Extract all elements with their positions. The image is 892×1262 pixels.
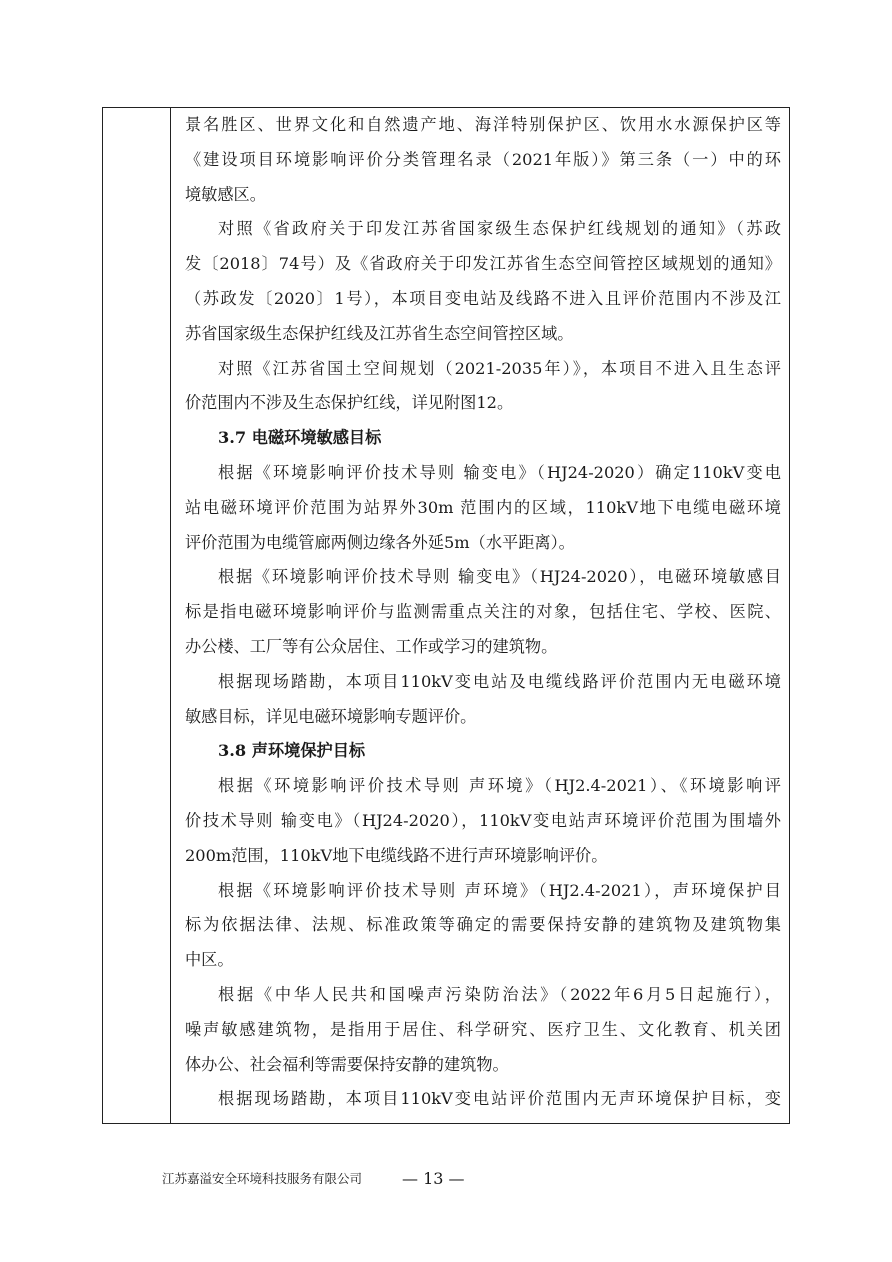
text-line: 苏省国家级生态保护红线及江苏省生态空间管控区域。 [185,323,574,343]
section-heading: 3.7 电磁环境敏感目标 [218,428,382,448]
paragraph [185,560,781,664]
text-line: 噪声敏感建筑物，是指用于居住、科学研究、医疗卫生、文化教育、机关团 [185,1019,781,1039]
table-content-cell [185,108,781,1117]
text-line: 对照《江苏省国土空间规划（2021-2035年）》，本项目不进入且生态评 [218,358,781,378]
column-divider [170,108,171,1123]
text-line: 发〔2018〕74号）及《省政府关于印发江苏省生态空间管控区域规划的通知》 [185,254,781,274]
paragraph [185,665,781,735]
text-line: 标是指电磁环境影响评价与监测需重点关注的对象，包括住宅、学校、医院、 [185,602,781,622]
paragraph [185,978,781,1082]
content-table [102,107,790,1124]
text-line: 价技术导则 输变电》（HJ24-2020），110kV变电站声环境评价范围为围墙外 [185,810,781,830]
text-line: 根据《中华人民共和国噪声污染防治法》（2022年6月5日起施行）， [218,984,781,1004]
text-line: 站电磁环境评价范围为站界外30m 范围内的区域，110kV地下电缆电磁环境 [185,497,781,517]
section-heading: 3.8 声环境保护目标 [218,741,366,761]
text-line: 根据《环境影响评价技术导则 输变电》（HJ24-2020）确定110kV变电 [218,462,781,482]
paragraph [185,874,781,978]
text-line: 景名胜区、世界文化和自然遗产地、海洋特别保护区、饮用水水源保护区等 [185,115,781,134]
text-line: 根据《环境影响评价技术导则 声环境》（HJ2.4-2021），声环境保护目 [218,880,781,900]
text-line: 办公楼、工厂等有公众居住、工作或学习的建筑物。 [185,636,558,656]
paragraph [185,1082,781,1117]
text-line: 价范围内不涉及生态保护红线，详见附图12。 [185,393,514,413]
paragraph [185,456,781,560]
text-line: （苏政发〔2020〕1号），本项目变电站及线路不进入且评价范围内不涉及江 [185,288,781,308]
text-line: 敏感目标，详见电磁环境影响专题评价。 [185,706,477,726]
footer-company-name: 江苏嘉溢安全环境科技服务有限公司 [162,1171,363,1186]
text-line: 评价范围为电缆管廊两侧边缘各外延5m（水平距离）。 [185,532,575,552]
text-line: 200m范围，110kV地下电缆线路不进行声环境影响评价。 [185,845,608,865]
text-line: 根据《环境影响评价技术导则 声环境》（HJ2.4-2021）、《环境影响评 [218,776,781,796]
text-line: 对照《省政府关于印发江苏省国家级生态保护红线规划的通知》（苏政 [218,219,781,239]
page-number: — 13 — [402,1169,465,1188]
text-line: 体办公、社会福利等需要保持安静的建筑物。 [185,1054,509,1074]
text-line: 境敏感区。 [185,184,266,204]
paragraph [185,212,781,351]
paragraph [185,769,781,873]
paragraph [185,108,781,212]
text-line: 标为依据法律、法规、标准政策等确定的需要保持安静的建筑物及建筑物集 [185,915,781,935]
page-footer [162,1164,892,1194]
text-line: 根据《环境影响评价技术导则 输变电》（HJ24-2020），电磁环境敏感目 [218,567,781,587]
text-line: 中区。 [185,950,234,970]
text-line: 根据现场踏勘，本项目110kV变电站及电缆线路评价范围内无电磁环境 [218,671,781,691]
text-line: 《建设项目环境影响评价分类管理名录（2021年版）》第三条（一）中的环 [185,149,781,169]
text-line: 根据现场踏勘，本项目110kV变电站评价范围内无声环境保护目标，变 [218,1089,781,1109]
paragraph [185,352,781,422]
